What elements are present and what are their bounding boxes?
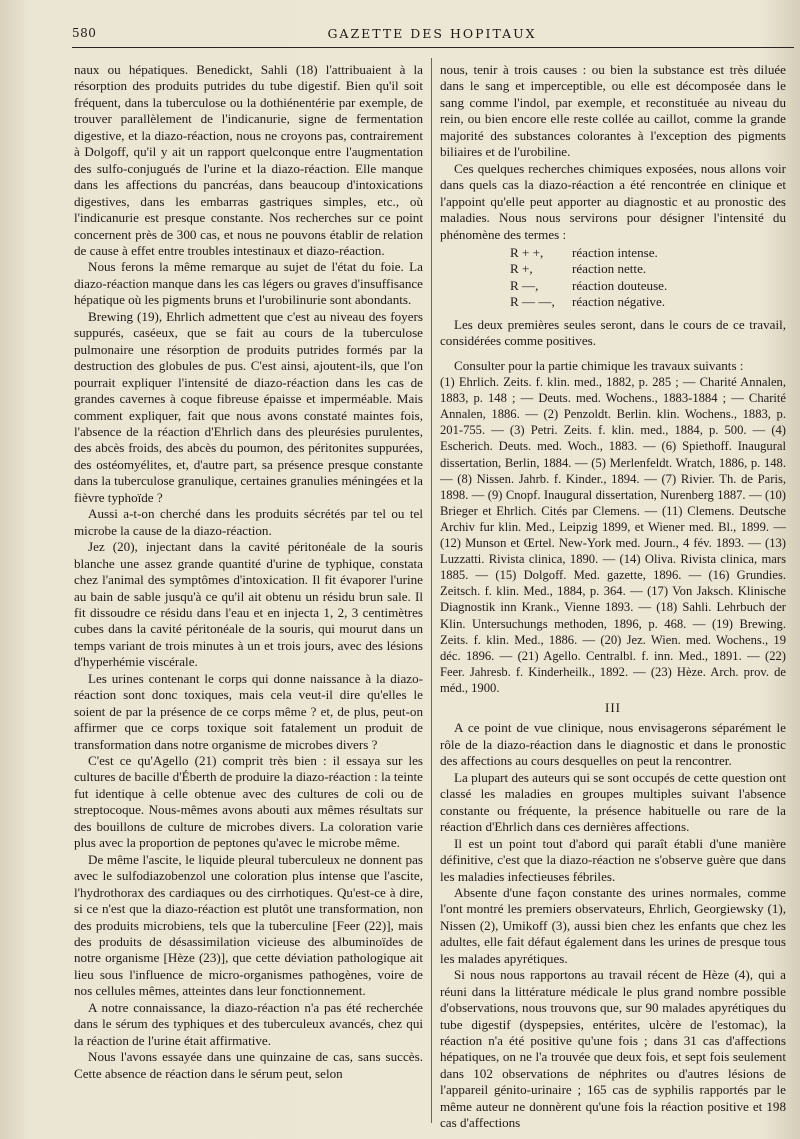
- paragraph: De même l'ascite, le liquide pleural tuberculeux ne donnent pas avec le sulfodiazobenzol une coloration plus intense que l'ascite, l'hydrothorax des cardiaques ou des cirrhotiques. Qu'est-ce à dire, si ce n'est que la diazo-réaction est plutôt une transformation, non des produits microbiens, tels que la tuberculine [Feer (22)], mais des produits de désassimilation vicieuse des albuminoïdes de notre organisme [Hèze (23)], que cette déviation pathologique ait lieu sous l'influence de micro-organismes pathogènes, voire de nos cellules mêmes, atteintes dans leur fonctionnement.: [74, 851, 423, 999]
- journal-title: GAZETTE DES HOPITAUX: [327, 26, 537, 41]
- reaction-scale-row: [510, 261, 786, 277]
- paragraph: Ces quelques recherches chimiques exposées, nous allons voir dans quels cas la diazo-réaction a été rencontrée en clinique et l'appoint qu'elle peut apporter au diagnostic et au pronostic des maladies. Nous nous servirons pour désigner l'intensité du phénomène des termes :: [440, 160, 786, 242]
- page-number: 580: [72, 26, 97, 40]
- paragraph: Absente d'une façon constante des urines normales, comme l'ont montré les premiers observateurs, Ehrlich, Georgiewsky (1), Nissen (2), Umikoff (3), aussi bien chez les enfants que chez les adultes, elle fait défaut également dans les urines de presque tous les malades apyrétiques.: [440, 884, 786, 966]
- paragraph: Brewing (19), Ehrlich admettent que c'est au niveau des foyers suppurés, caséeux, que se fait au cours de la tuberculose pulmonaire une résorption de produits putrides formés par la destruction des globules de pus. C'est ainsi, ajoutent-ils, que l'on pourrait expliquer l'intensité de diazo-réaction dans les cas de grandes cavernes à coque fibreuse épaisse et imperméable. Mais comment expliquer, fait que nous avons constaté maintes fois, l'absence de la réaction d'Ehrlich dans des pleurésies purulentes, des abcès froids, des abcès du poumon, des péritonites suppurées, des ostéomyélites, et, d'autre part, sa présence presque constante dans la tuberculose granulique, certaines granulies méningées et la fièvre typhoïde ?: [74, 308, 423, 505]
- paragraph: Les urines contenant le corps qui donne naissance à la diazo-réaction sont donc toxiques, mais cela veut-il dire qu'elles le soient de par la présence de ce corps même ? et, de plus, peut-on affirmer que ce corps toxique soit fatalement un produit de transformation dans notre organisme de microbes divers ?: [74, 670, 423, 752]
- header-rule: [72, 47, 794, 48]
- page-header: [72, 26, 792, 48]
- paragraph: La plupart des auteurs qui se sont occupés de cette question ont classé les maladies en groupes multiples suivant l'absence constante ou fréquente, la présence habituelle ou rare de la réaction d'Ehrlich dans ces dernières affections.: [440, 769, 786, 835]
- paragraph: Nous l'avons essayée dans une quinzaine de cas, sans succès. Cette absence de réaction dans le sérum peut, selon: [74, 1049, 423, 1081]
- reaction-meaning: réaction intense.: [572, 244, 658, 260]
- paragraph: Les deux premières seules seront, dans le cours de ce travail, considérées comme positives.: [440, 316, 786, 349]
- right-column: [440, 62, 786, 1132]
- paragraph: Jez (20), injectant dans la cavité péritonéale de la souris blanche une assez grande quantité d'urine de typhique, constata chez l'animal des symptômes d'intoxication. Il fit évaporer l'urine au bain de sable jusqu'à ce qu'il ait obtenu un résidu brun sale. Il fit dissoudre ce résidu dans l'eau et en injecta 1, 2, 3 centimètres cubes dans la cavité péritonéale de la souris, qui mourut dans un temps variant de trois minutes à un et trois jours, avec des lésions d'hyperhémie viscérale.: [74, 539, 423, 670]
- paragraph: Si nous nous rapportons au travail récent de Hèze (4), qui a réuni dans la littérature médicale le plus grand nombre possible d'observations, nous trouvons que, sur 90 malades apyrétiques du tube digestif (dyspepsies, entérites, ulcère de l'estomac), la réaction n'a été positive qu'une fois ; dans 31 cas d'affections hépatiques, on ne l'a trouvée que deux fois, et sept fois seulement dans 102 observations de néphrites ou d'autres lésions de l'appareil génito-urinaire ; 165 cas de syphilis rapportés par le même auteur ne donnèrent qu'une fois la réaction positive et 198 cas d'affections: [440, 967, 786, 1131]
- reaction-scale-row: [510, 245, 786, 261]
- paragraph: Aussi a-t-on cherché dans les produits sécrétés par tel ou tel microbe la cause de la diazo-réaction.: [74, 506, 423, 538]
- reaction-symbol: R + +,: [510, 244, 544, 260]
- references-list: (1) Ehrlich. Zeits. f. klin. med., 1882, p. 285 ; — Charité Annalen, 1883, p. 148 ; — Deuts. med. Wochens., 1883-1884 ; — Charité Annalen, 1886. — (2) Penzoldt. Berlin. klin. Wochens., 1883, p. 201-755. — (3) Petri. Zeits. f. klin. med., 1884, p. 500. — (4) Escherich. Deuts. med. Woch., 1883. — (6) Spiethoff. Inaugural dissertation, Berlin, 1884. — (5) Merlenfeldt. Wratch, 1886, p. 148. — (8) Nissen. Jahrb. f. Kinder., 1894. — (7) Rivier. Th. de Paris, 1898. — (9) Cnopf. Inaugural dissertation, Nurenberg 1887. — (10) Brieger et Ehrlich. Cités par Clemens. — (11) Clemens. Deutsche Archiv fur klin. Med., Leipzig 1899, et Wiener med. Bl., 1899. — (12) Munson et Œrtel. New-York med. Journ., 4 fév. 1893. — (13) Luzzatti. Rivista clinica, 1890. — (14) Oliva. Rivista clinica, mars 1885. — (15) Dolgoff. Med. gazette, 1896. — (16) Grundies. Zeitsch. f. klin. Med., 1884, p. 364. — (17) Von Jaksch. Klinische Diagnostik inn Krank., Vienne 1893. — (18) Sahli. Lehrbuch der Klin. Untersuchungs methoden, 1896, p. 468. — (19) Brewing. Zeits. f. klin. Med., 1886. — (20) Jez. Wien. med. Wochens., 19 déc. 1896. — (21) Agello. Centralbl. f. inn. Med., 1891. — (22) Feer. Jahresb. f. Kinderheilk., 1892. — (23) Hèze. Arch. prov. de méd., 1900.: [440, 375, 786, 695]
- reaction-meaning: réaction négative.: [572, 294, 666, 310]
- reaction-meaning: réaction douteuse.: [572, 277, 668, 293]
- reaction-meaning: réaction nette.: [572, 261, 647, 277]
- reaction-scale-row: [510, 278, 786, 294]
- reaction-scale-row: [510, 294, 786, 310]
- paragraph: Nous ferons la même remarque au sujet de l'état du foie. La diazo-réaction manque dans les cas légers ou graves d'insuffisance hépatique où les pigments bruns et l'urobilinurie sont abondants.: [74, 259, 423, 308]
- column-divider: [431, 58, 432, 1123]
- left-column: [74, 62, 423, 1082]
- paragraph: A notre connaissance, la diazo-réaction n'a pas été recherchée dans le sérum des typhiques et des tuberculeux avancés, chez qui la réaction de l'urine était affirmative.: [74, 999, 423, 1048]
- reaction-symbol: R — —,: [510, 294, 555, 310]
- section-heading: III: [604, 699, 622, 715]
- spacer: [440, 350, 786, 358]
- reaction-symbol: R +,: [510, 261, 533, 277]
- paragraph: Il est un point tout d'abord qui paraît établi d'une manière définitive, c'est que la diazo-réaction ne s'observe guère que dans les maladies infectieuses fébriles.: [440, 835, 786, 884]
- references-intro: Consulter pour la partie chimique les travaux suivants :: [454, 357, 744, 373]
- paragraph: naux ou hépatiques. Benedickt, Sahli (18) l'attribuaient à la résorption des produits putrides du tube digestif. Bien qu'il soit fréquent, dans la tuberculose ou la dothiénentérie par exemple, de trouver parallèlement de l'indicanurie, signe de fermentation digestive, et la diazo-réaction, nous ne croyons pas, contrairement à Dolgoff, qu'il y ait un rapport quelconque entre l'augmentation des sulfo-conjugués de l'urine et la diazo-réaction. Elle manque dans les affections du pancréas, dans beaucoup d'intoxications digestives, dans les embarras gastriques simples, etc., où l'indicanurie est presque constante. Nos recherches sur ce point concernent près de 300 cas, et nous ne pouvons établir de relation de cause à effet entre troubles intestinaux et diazo-réaction.: [74, 62, 423, 258]
- paragraph: nous, tenir à trois causes : ou bien la substance est très diluée dans le sang et imperceptible, ou elle est décomposée dans le sang comme l'indol, par exemple, et reconstituée au niveau du rein, ou bien encore elle reste collée au caillot, comme la grande majorité des substances colorantes à l'exception des pigments biliaires et de l'urobiline.: [440, 62, 786, 160]
- reaction-scale-table: [510, 245, 786, 311]
- paragraph: A ce point de vue clinique, nous envisagerons séparément le rôle de la diazo-réaction dans le diagnostic et dans le pronostic des affections au cours desquelles on peut la rencontrer.: [440, 720, 786, 769]
- paragraph: C'est ce qu'Agello (21) comprit très bien : il essaya sur les cultures de bacille d'Éberth de produire la diazo-réaction : la teinte fut identique à celle obtenue avec des cultures de coli ou de streptocoque. Nous-mêmes avons abouti aux mêmes résultats sur des bouillons de culture de microbes divers. La coloration varie plus avec la proportion de peptones qu'avec le microbe même.: [74, 753, 423, 851]
- reaction-symbol: R —,: [510, 277, 539, 293]
